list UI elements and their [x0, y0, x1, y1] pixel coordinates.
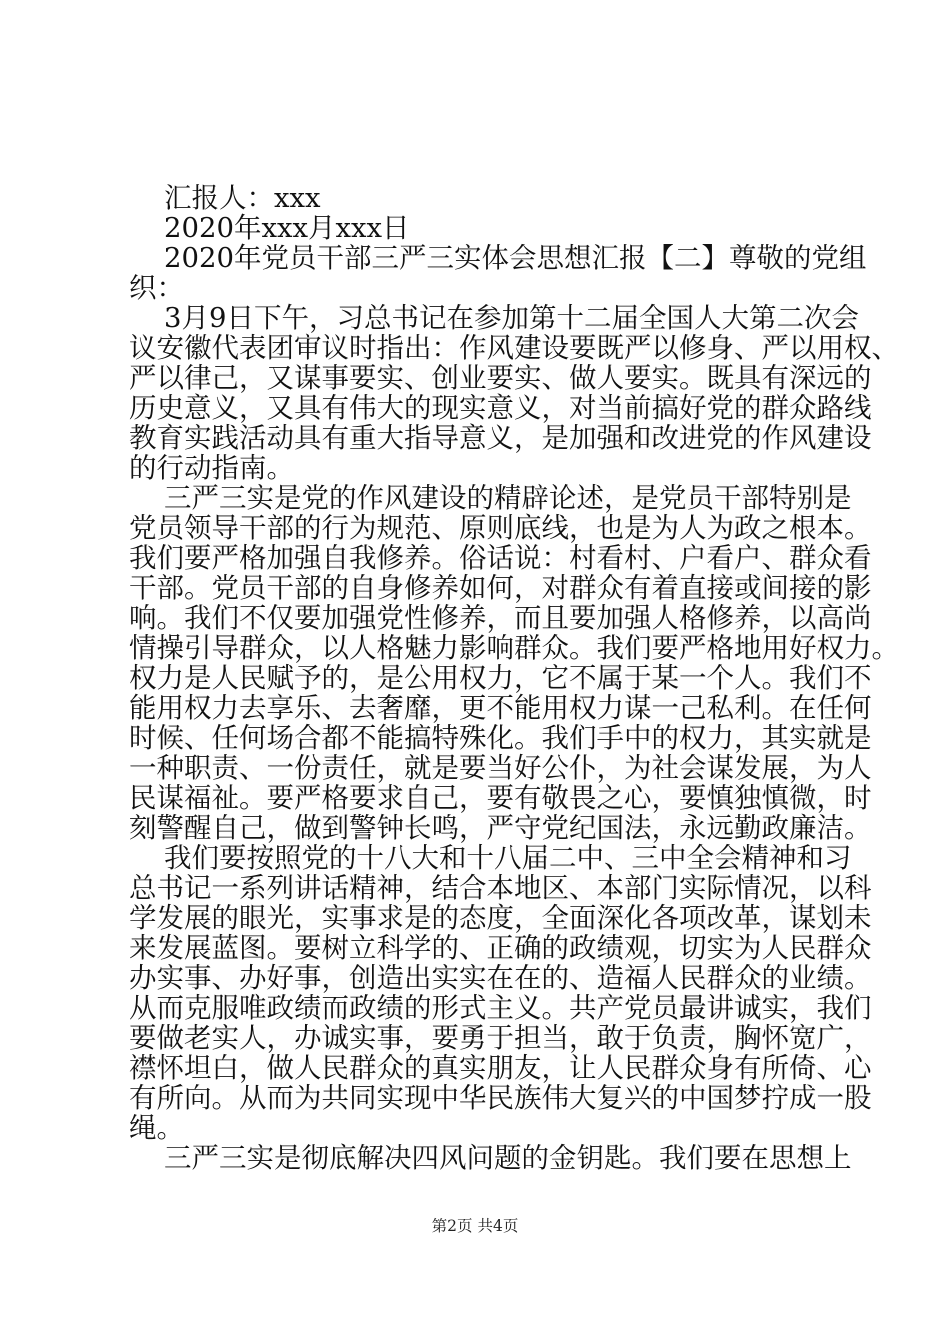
text-line: 民谋福祉。要严格要求自己，要有敬畏之心，要慎独慎微，时 — [129, 782, 872, 814]
text-line: 议安徽代表团审议时指出：作风建设要既严以修身、严以用权、 — [129, 332, 899, 364]
text-line: 教育实践活动具有重大指导意义，是加强和改进党的作风建设 — [129, 422, 872, 454]
text-line: 权力是人民赋予的，是公用权力，它不属于某一个人。我们不 — [129, 662, 872, 694]
text-line: 绳。 — [129, 1112, 184, 1144]
text-line: 情操引导群众，以人格魅力影响群众。我们要严格地用好权力。 — [129, 632, 899, 664]
text-line: 三严三实是党的作风建设的精辟论述，是党员干部特别是 — [129, 482, 852, 514]
text-line: 办实事、办好事，创造出实实在在的、造福人民群众的业绩。 — [129, 962, 872, 994]
text-line: 来发展蓝图。要树立科学的、正确的政绩观，切实为人民群众 — [129, 932, 872, 964]
text-line: 有所向。从而为共同实现中华民族伟大复兴的中国梦拧成一股 — [129, 1082, 872, 1114]
text-line: 织： — [129, 272, 184, 304]
text-line: 刻警醒自己，做到警钟长鸣，严守党纪国法，永远勤政廉洁。 — [129, 812, 872, 844]
text-line: 能用权力去享乐、去奢靡，更不能用权力谋一己私利。在任何 — [129, 692, 872, 724]
text-line: 2020年党员干部三严三实体会思想汇报【二】尊敬的党组 — [129, 242, 867, 274]
text-line: 党员领导干部的行为规范、原则底线，也是为人为政之根本。 — [129, 512, 872, 544]
page-number-footer: 第2页 共4页 — [431, 1217, 519, 1235]
text-line: 历史意义，又具有伟大的现实意义，对当前搞好党的群众路线 — [129, 392, 872, 424]
text-line: 的行动指南。 — [129, 452, 294, 484]
text-line: 从而克服唯政绩而政绩的形式主义。共产党员最讲诚实，我们 — [129, 992, 872, 1024]
text-line: 3月9日下午，习总书记在参加第十二届全国人大第二次会 — [129, 302, 859, 334]
text-line: 三严三实是彻底解决四风问题的金钥匙。我们要在思想上 — [129, 1142, 852, 1174]
text-line: 时候、任何场合都不能搞特殊化。我们手中的权力，其实就是 — [129, 722, 872, 754]
text-line: 要做老实人，办诚实事，要勇于担当，敢于负责，胸怀宽广， — [129, 1022, 872, 1054]
text-line: 一种职责、一份责任，就是要当好公仆，为社会谋发展，为人 — [129, 752, 872, 784]
text-line: 汇报人：xxx — [129, 182, 321, 214]
text-line: 干部。党员干部的自身修养如何，对群众有着直接或间接的影 — [129, 572, 872, 604]
text-line: 响。我们不仅要加强党性修养，而且要加强人格修养，以高尚 — [129, 602, 872, 634]
text-line: 学发展的眼光，实事求是的态度，全面深化各项改革，谋划未 — [129, 902, 872, 934]
text-line: 我们要严格加强自我修养。俗话说：村看村、户看户、群众看 — [129, 542, 872, 574]
text-line: 总书记一系列讲话精神，结合本地区、本部门实际情况，以科 — [129, 872, 872, 904]
text-line: 我们要按照党的十八大和十八届二中、三中全会精神和习 — [129, 842, 852, 874]
text-line: 襟怀坦白，做人民群众的真实朋友，让人民群众身有所倚、心 — [129, 1052, 872, 1084]
text-line: 严以律己，又谋事要实、创业要实、做人要实。既具有深远的 — [129, 362, 872, 394]
text-line: 2020年xxx月xxx日 — [129, 212, 410, 244]
